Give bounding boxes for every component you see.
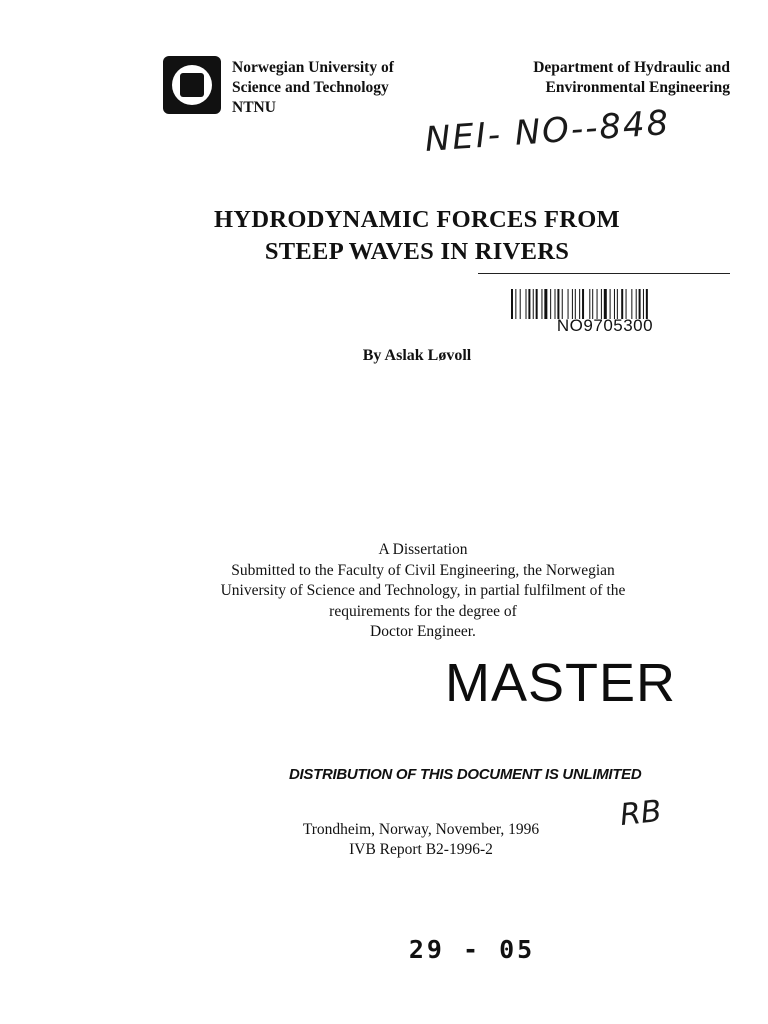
title-line: STEEP WAVES IN RIVERS: [264, 238, 570, 265]
barcode-bar: [617, 289, 618, 319]
dissertation-statement: [0, 540, 768, 643]
barcode-bar: [639, 289, 641, 319]
barcode-number: NO9705300: [556, 316, 654, 335]
dissertation-line: University of Science and Technology, in partial fulfilment of the: [220, 582, 626, 599]
barcode-bar: [544, 289, 547, 319]
barcode-bar: [541, 289, 542, 319]
barcode-bar: [636, 289, 637, 319]
place-date-block: [0, 820, 768, 860]
master-stamp: MASTER: [445, 653, 677, 713]
barcode-bar: [572, 289, 573, 319]
barcode-bar: [646, 289, 648, 319]
university-line: Science and Technology: [232, 79, 389, 96]
barcode-bar: [555, 289, 556, 319]
barcode-bar: [528, 289, 530, 319]
barcode-bar: [511, 289, 513, 319]
barcode-bar: [579, 289, 580, 319]
dissertation-line: A Dissertation: [378, 541, 468, 558]
barcode-bar: [597, 289, 598, 319]
dissertation-line: Submitted to the Faculty of Civil Engineering, the Norwegian: [231, 561, 615, 579]
barcode-bar: [614, 289, 615, 319]
barcode-bar: [610, 289, 611, 319]
barcode-bar: [557, 289, 559, 319]
barcode-bar: [568, 289, 569, 319]
stamped-number: 29 - 05: [408, 935, 536, 964]
university-line: NTNU: [232, 99, 276, 116]
logo-core: [180, 73, 204, 97]
department-block: [533, 58, 730, 98]
ntnu-logo: [163, 56, 221, 114]
barcode-bar: [592, 289, 593, 319]
barcode-bar: [626, 289, 627, 319]
barcode-bar: [536, 289, 538, 319]
barcode-bar: [643, 289, 644, 319]
barcode: [511, 289, 699, 319]
barcode-bar: [631, 289, 632, 319]
barcode-bar: [526, 289, 527, 319]
dissertation-line: requirements for the degree of: [329, 602, 517, 620]
author-line: By Aslak Løvoll: [362, 347, 472, 364]
department-line: Environmental Engineering: [545, 79, 730, 96]
dissertation-line: Doctor Engineer.: [370, 623, 476, 640]
department-line: Department of Hydraulic and: [533, 59, 730, 76]
title-rule: [478, 273, 730, 274]
distribution-stamp: DISTRIBUTION OF THIS DOCUMENT IS UNLIMITED: [289, 766, 642, 783]
barcode-bar: [520, 289, 521, 319]
barcode-bar: [621, 289, 623, 319]
place-line: Trondheim, Norway, November, 1996: [302, 821, 540, 838]
barcode-bar: [601, 289, 602, 319]
barcode-bar: [604, 289, 607, 319]
barcode-bar: [582, 289, 584, 319]
barcode-bar: [515, 289, 516, 319]
handwritten-report-code: NEI- NO--848: [423, 102, 672, 160]
barcode-bar: [575, 289, 576, 319]
report-line: IVB Report B2-1996-2: [349, 841, 493, 858]
barcode-bar: [533, 289, 534, 319]
university-line: Norwegian University of: [232, 59, 394, 76]
handwritten-initials: RB: [618, 793, 664, 834]
title-line: HYDRODYNAMIC FORCES FROM: [214, 206, 620, 233]
barcode-bar: [589, 289, 590, 319]
university-block: [232, 58, 394, 118]
document-title: [0, 204, 768, 268]
barcode-bar: [550, 289, 551, 319]
barcode-bar: [562, 289, 563, 319]
